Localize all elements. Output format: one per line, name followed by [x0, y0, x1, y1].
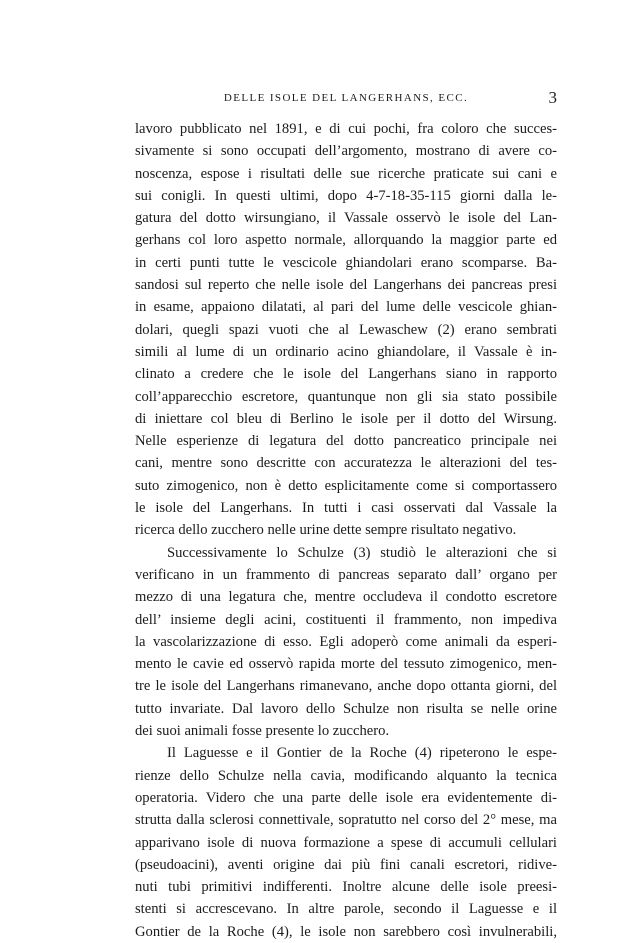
text-line: nuti tubi primitivi indifferenti. Inoltre alcune delle isole preesi- — [135, 879, 557, 896]
text-line: cani, mentre sono descritte con accuratezza le alterazioni del tes- — [135, 455, 557, 472]
text-line: mezzo di una legatura che, mentre occludeva il condotto escretore — [135, 589, 557, 606]
text-line: in esame, appaiono dilatati, al pari del lume delle vescicole ghian- — [135, 299, 557, 316]
text-line: le isole del Langerhans. In tutti i casi osservati dal Vassale la — [135, 500, 557, 517]
text-line: simili al lume di un ordinario acino ghiandolare, il Vassale è in- — [135, 343, 557, 360]
text-line: rienze dello Schulze nella cavia, modificando alquanto la tecnica — [135, 767, 557, 784]
text-line: lavoro pubblicato nel 1891, e di cui pochi, fra coloro che succes- — [135, 121, 557, 137]
text-line: la vascolarizzazione di esso. Egli adoperò come animali da esperi- — [135, 633, 557, 650]
text-line: dolari, quegli spazi vuoti che al Lewaschew (2) erano sembrati — [135, 321, 557, 338]
text-line: sui conigli. In questi ultimi, dopo 4-7-18-35-115 giorni dalla le- — [135, 187, 557, 204]
text-line: (pseudoacini), aventi origine dai più fini canali escretori, ridive- — [135, 856, 557, 873]
text-line: operatoria. Videro che una parte delle isole era evidentemente di- — [135, 789, 557, 806]
text-line: gerhans col loro aspetto normale, allorquando la maggior parte ed — [135, 232, 557, 249]
running-title: DELLE ISOLE DEL LANGERHANS, ECC. — [223, 92, 469, 104]
text-line: dell’ insieme degli acini, costituenti il frammento, non impediva — [135, 611, 557, 628]
body-text — [135, 118, 557, 943]
text-line: tutto invariate. Dal lavoro dello Schulze non risulta se nelle orine — [135, 700, 557, 717]
text-line: di iniettare col bleu di Berlino le isole per il dotto del Wirsung. — [135, 410, 557, 427]
text-line: sivamente si sono occupati dell’argomento, mostrano di avere co- — [135, 143, 557, 160]
text-line: coll’apparecchio escretore, quantunque non gli sia stato possibile — [135, 388, 557, 405]
text-line: Successivamente lo Schulze (3) studiò le alterazioni che si — [167, 544, 557, 561]
page-header — [135, 88, 557, 110]
text-line: verificano in un frammento di pancreas separato dall’ organo per — [135, 566, 557, 583]
text-line: Il Laguesse e il Gontier de la Roche (4) ripeterono le espe- — [167, 745, 557, 762]
text-line: stenti si accrescevano. In altre parole, secondo il Laguesse e il — [135, 901, 557, 918]
text-line: mento le cavie ed osservò rapida morte del tessuto zimogenico, men- — [135, 656, 557, 673]
text-line: noscenza, espose i risultati delle sue ricerche praticate sui cani e — [135, 165, 557, 182]
text-line: tre le isole del Langerhans rimanevano, anche dopo ottanta giorni, del — [135, 678, 557, 695]
text-line: suto zimogenico, non è detto esplicitamente come si comportassero — [135, 477, 557, 494]
text-line: in certi punti tutte le vescicole ghiandolari erano scomparse. Ba- — [135, 254, 557, 271]
page-number: 3 — [548, 88, 557, 107]
text-line: apparivano isole di nuova formazione a spese di accumuli cellulari — [135, 834, 557, 851]
text-line: gatura del dotto wirsungiano, il Vassale osservò le isole del Lan- — [135, 210, 557, 227]
text-line: dei suoi animali fosse presente lo zucchero. — [135, 723, 390, 740]
text-line: Nelle esperienze di legatura del dotto pancreatico principale nei — [135, 433, 557, 450]
text-line: Gontier de la Roche (4), le isole non sarebbero così invulnerabili, — [135, 923, 557, 940]
text-line: strutta dalla sclerosi connettivale, sopratutto nel corso del 2° mese, ma — [135, 812, 557, 829]
text-line: sandosi sul reperto che nelle isole del Langerhans dei pancreas presi — [135, 277, 557, 294]
text-line: ricerca dello zucchero nelle urine dette sempre risultato negativo. — [135, 522, 517, 539]
text-line: clinato a credere che le isole del Langerhans siano in rapporto — [135, 366, 557, 383]
